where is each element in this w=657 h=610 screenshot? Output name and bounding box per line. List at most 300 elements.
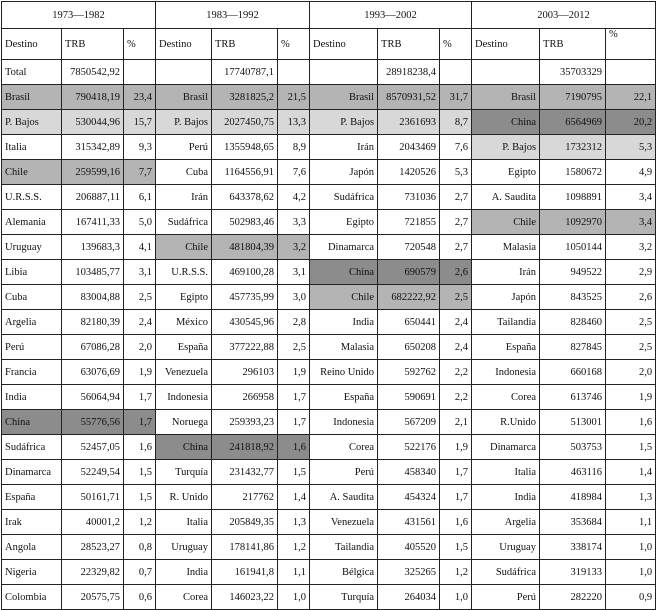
destination-cell: Tailandia bbox=[310, 535, 378, 560]
pct-cell: 2,7 bbox=[440, 235, 472, 260]
pct-cell: 3,1 bbox=[124, 260, 156, 285]
destination-cell: Japón bbox=[472, 285, 540, 310]
pct-cell: 1,5 bbox=[440, 535, 472, 560]
destination-cell: Uruguay bbox=[472, 535, 540, 560]
destination-cell: Argelia bbox=[472, 510, 540, 535]
trb-cell: 530044,96 bbox=[62, 110, 124, 135]
trb-cell: 458340 bbox=[378, 460, 440, 485]
pct-cell: 5,0 bbox=[124, 210, 156, 235]
trb-cell: 592762 bbox=[378, 360, 440, 385]
table-row bbox=[2, 185, 656, 210]
trb-cell: 2027450,75 bbox=[212, 110, 278, 135]
destination-cell: Irán bbox=[472, 260, 540, 285]
destination-cell: España bbox=[2, 485, 62, 510]
pct-cell: 3,2 bbox=[606, 235, 656, 260]
destination-cell: P. Bajos bbox=[156, 110, 212, 135]
pct-cell: 23,4 bbox=[124, 85, 156, 110]
col-trb: TRB bbox=[540, 29, 606, 60]
destination-cell: Perú bbox=[156, 135, 212, 160]
destination-cell: Brasil bbox=[310, 85, 378, 110]
col-trb: TRB bbox=[378, 29, 440, 60]
trb-cell: 2043469 bbox=[378, 135, 440, 160]
destination-cell: Italia bbox=[472, 460, 540, 485]
pct-cell: 2,2 bbox=[440, 360, 472, 385]
destination-cell: España bbox=[156, 335, 212, 360]
trb-cell: 178141,86 bbox=[212, 535, 278, 560]
trb-cell: 731036 bbox=[378, 185, 440, 210]
trb-cell: 682222,92 bbox=[378, 285, 440, 310]
pct-cell: 1,2 bbox=[278, 535, 310, 560]
destination-cell: A. Saudita bbox=[472, 185, 540, 210]
destination-cell: Irán bbox=[310, 135, 378, 160]
pct-cell: 4,1 bbox=[124, 235, 156, 260]
destination-cell: China bbox=[472, 110, 540, 135]
pct-cell: 1,5 bbox=[124, 485, 156, 510]
trb-cell: 469100,28 bbox=[212, 260, 278, 285]
col-pct: % bbox=[606, 29, 656, 60]
pct-cell: 7,6 bbox=[440, 135, 472, 160]
destination-cell: Irán bbox=[156, 185, 212, 210]
destination-cell: Turquía bbox=[156, 460, 212, 485]
destination-cell: Sudáfrica bbox=[472, 560, 540, 585]
period-1973-1982: 1973—1982 bbox=[2, 2, 156, 29]
destination-cell: Sudáfrica bbox=[2, 435, 62, 460]
trb-cell: 1355948,65 bbox=[212, 135, 278, 160]
trb-cell: 259599,16 bbox=[62, 160, 124, 185]
col-destino: Destino bbox=[472, 29, 540, 60]
trb-cell: 643378,62 bbox=[212, 185, 278, 210]
col-destino: Destino bbox=[2, 29, 62, 60]
table-row bbox=[2, 135, 656, 160]
trb-cell: 52457,05 bbox=[62, 435, 124, 460]
table-row bbox=[2, 210, 656, 235]
total-label: Total bbox=[2, 60, 62, 85]
destination-cell: Colombia bbox=[2, 585, 62, 610]
destination-cell: Turquía bbox=[310, 585, 378, 610]
table-row bbox=[2, 310, 656, 335]
trb-cell: 522176 bbox=[378, 435, 440, 460]
trb-cell: 40001,2 bbox=[62, 510, 124, 535]
trb-cell: 161941,8 bbox=[212, 560, 278, 585]
trb-cell: 481804,39 bbox=[212, 235, 278, 260]
destination-cell: Dinamarca bbox=[2, 460, 62, 485]
trb-cell: 28523,27 bbox=[62, 535, 124, 560]
destination-cell: India bbox=[2, 385, 62, 410]
table-row bbox=[2, 410, 656, 435]
trb-cell: 22329,82 bbox=[62, 560, 124, 585]
total-row bbox=[2, 60, 656, 85]
pct-cell: 1,6 bbox=[606, 410, 656, 435]
destination-cell: España bbox=[472, 335, 540, 360]
trb-cell: 8570931,52 bbox=[378, 85, 440, 110]
trb-cell: 103485,77 bbox=[62, 260, 124, 285]
pct-cell: 2,7 bbox=[440, 210, 472, 235]
destination-cell: Brasil bbox=[156, 85, 212, 110]
trb-cell: 83004,88 bbox=[62, 285, 124, 310]
trb-cell: 567209 bbox=[378, 410, 440, 435]
pct-cell: 1,7 bbox=[278, 410, 310, 435]
pct-cell: 3,0 bbox=[278, 285, 310, 310]
pct-cell: 1,2 bbox=[440, 560, 472, 585]
pct-cell: 2,8 bbox=[278, 310, 310, 335]
pct-cell: 1,9 bbox=[278, 360, 310, 385]
pct-cell: 1,1 bbox=[606, 510, 656, 535]
pct-cell: 1,7 bbox=[124, 410, 156, 435]
destination-cell: Brasil bbox=[472, 85, 540, 110]
pct-cell: 1,2 bbox=[124, 510, 156, 535]
trb-cell: 325265 bbox=[378, 560, 440, 585]
trb-cell: 139683,3 bbox=[62, 235, 124, 260]
col-destino: Destino bbox=[310, 29, 378, 60]
table-row bbox=[2, 560, 656, 585]
pct-cell: 21,5 bbox=[278, 85, 310, 110]
col-pct: % bbox=[440, 29, 472, 60]
destination-cell: Sudáfrica bbox=[310, 185, 378, 210]
pct-cell: 7,6 bbox=[278, 160, 310, 185]
trb-cell: 63076,69 bbox=[62, 360, 124, 385]
table-row bbox=[2, 235, 656, 260]
trb-cell: 827845 bbox=[540, 335, 606, 360]
table-row bbox=[2, 160, 656, 185]
trb-cell: 1732312 bbox=[540, 135, 606, 160]
destination-cell: Argelia bbox=[2, 310, 62, 335]
destination-cell: India bbox=[156, 560, 212, 585]
trb-cell: 146023,22 bbox=[212, 585, 278, 610]
destination-cell: Italia bbox=[156, 510, 212, 535]
trb-cell: 843525 bbox=[540, 285, 606, 310]
destination-cell: Angola bbox=[2, 535, 62, 560]
trb-cell: 296103 bbox=[212, 360, 278, 385]
trb-cell: 1050144 bbox=[540, 235, 606, 260]
pct-cell: 1,6 bbox=[124, 435, 156, 460]
table-row bbox=[2, 360, 656, 385]
destination-cell: Nigeria bbox=[2, 560, 62, 585]
trb-cell: 282220 bbox=[540, 585, 606, 610]
pct-cell: 2,5 bbox=[606, 310, 656, 335]
destination-cell: Perú bbox=[2, 335, 62, 360]
pct-cell: 1,5 bbox=[606, 435, 656, 460]
pct-cell: 20,2 bbox=[606, 110, 656, 135]
pct-cell: 5,3 bbox=[440, 160, 472, 185]
pct-cell: 7,7 bbox=[124, 160, 156, 185]
trb-cell: 590691 bbox=[378, 385, 440, 410]
pct-cell: 1,9 bbox=[124, 360, 156, 385]
trb-cell: 319133 bbox=[540, 560, 606, 585]
trb-cell: 3281825,2 bbox=[212, 85, 278, 110]
trb-cell: 690579 bbox=[378, 260, 440, 285]
pct-cell: 6,1 bbox=[124, 185, 156, 210]
destination-cell: Venezuela bbox=[156, 360, 212, 385]
pct-cell: 2,6 bbox=[606, 285, 656, 310]
trb-cell: 1164556,91 bbox=[212, 160, 278, 185]
destination-cell: Malasia bbox=[472, 235, 540, 260]
trb-cell: 6564969 bbox=[540, 110, 606, 135]
pct-cell: 2,4 bbox=[440, 335, 472, 360]
pct-cell: 8,9 bbox=[278, 135, 310, 160]
trb-cell: 55776,56 bbox=[62, 410, 124, 435]
destination-cell: China bbox=[310, 260, 378, 285]
trb-cell: 56064,94 bbox=[62, 385, 124, 410]
col-pct: % bbox=[124, 29, 156, 60]
trb-cell: 67086,28 bbox=[62, 335, 124, 360]
total-label bbox=[310, 60, 378, 85]
col-trb: TRB bbox=[62, 29, 124, 60]
destination-cell: Egipto bbox=[156, 285, 212, 310]
destination-cell: U.R.S.S. bbox=[156, 260, 212, 285]
trb-cell: 20575,75 bbox=[62, 585, 124, 610]
trb-cell: 502983,46 bbox=[212, 210, 278, 235]
pct-cell: 1,1 bbox=[278, 560, 310, 585]
table-row bbox=[2, 510, 656, 535]
trb-cell: 454324 bbox=[378, 485, 440, 510]
pct-cell: 1,9 bbox=[606, 385, 656, 410]
trb-cell: 650441 bbox=[378, 310, 440, 335]
destination-cell: Malasia bbox=[310, 335, 378, 360]
trb-cell: 1420526 bbox=[378, 160, 440, 185]
destination-cell: Alemania bbox=[2, 210, 62, 235]
trb-cell: 52249,54 bbox=[62, 460, 124, 485]
destination-cell: Dinamarca bbox=[310, 235, 378, 260]
trb-cell: 241818,92 bbox=[212, 435, 278, 460]
table-row bbox=[2, 335, 656, 360]
destination-cell: Uruguay bbox=[156, 535, 212, 560]
destination-cell: Japón bbox=[310, 160, 378, 185]
trb-cell: 217762 bbox=[212, 485, 278, 510]
trb-cell: 1098891 bbox=[540, 185, 606, 210]
col-destino: Destino bbox=[156, 29, 212, 60]
trb-cell: 315342,89 bbox=[62, 135, 124, 160]
destination-cell: Indonesia bbox=[156, 385, 212, 410]
trb-cell: 1092970 bbox=[540, 210, 606, 235]
trb-cell: 2361693 bbox=[378, 110, 440, 135]
total-pct bbox=[124, 60, 156, 85]
pct-cell: 2,5 bbox=[440, 285, 472, 310]
destination-cell: Indonesia bbox=[472, 360, 540, 385]
destination-cell: India bbox=[472, 485, 540, 510]
destination-cell: Brasil bbox=[2, 85, 62, 110]
destination-cell: Chile bbox=[310, 285, 378, 310]
trb-cell: 266958 bbox=[212, 385, 278, 410]
destination-cell: Irak bbox=[2, 510, 62, 535]
trb-cell: 457735,99 bbox=[212, 285, 278, 310]
trb-cell: 721855 bbox=[378, 210, 440, 235]
pct-cell: 3,1 bbox=[278, 260, 310, 285]
destination-cell: A. Saudita bbox=[310, 485, 378, 510]
trb-cell: 720548 bbox=[378, 235, 440, 260]
destination-cell: Noruega bbox=[156, 410, 212, 435]
pct-cell: 1,6 bbox=[440, 510, 472, 535]
period-header-row bbox=[2, 2, 656, 29]
period-1983-1992: 1983—1992 bbox=[156, 2, 310, 29]
pct-cell: 1,3 bbox=[278, 510, 310, 535]
pct-cell: 2,2 bbox=[440, 385, 472, 410]
destination-cell: Cuba bbox=[2, 285, 62, 310]
pct-cell: 9,3 bbox=[124, 135, 156, 160]
pct-cell: 4,9 bbox=[606, 160, 656, 185]
destination-cell: Reino Unido bbox=[310, 360, 378, 385]
destination-cell: Italia bbox=[2, 135, 62, 160]
destination-cell: Chile bbox=[472, 210, 540, 235]
pct-cell: 15,7 bbox=[124, 110, 156, 135]
destination-cell: Indonesia bbox=[310, 410, 378, 435]
destination-cell: Corea bbox=[472, 385, 540, 410]
trb-cell: 231432,77 bbox=[212, 460, 278, 485]
table-row bbox=[2, 485, 656, 510]
table-row bbox=[2, 460, 656, 485]
destination-cell: España bbox=[310, 385, 378, 410]
table-row bbox=[2, 260, 656, 285]
trb-cell: 259393,23 bbox=[212, 410, 278, 435]
pct-cell: 1,7 bbox=[278, 385, 310, 410]
pct-cell: 0,7 bbox=[124, 560, 156, 585]
col-trb: TRB bbox=[212, 29, 278, 60]
destination-cell: R.Unido bbox=[472, 410, 540, 435]
trb-cell: 828460 bbox=[540, 310, 606, 335]
destination-cell: Uruguay bbox=[2, 235, 62, 260]
table-row bbox=[2, 535, 656, 560]
trb-cell: 7190795 bbox=[540, 85, 606, 110]
destination-cell: Cuba bbox=[156, 160, 212, 185]
pct-cell: 0,9 bbox=[606, 585, 656, 610]
pct-cell: 3,2 bbox=[278, 235, 310, 260]
pct-cell: 1,9 bbox=[440, 435, 472, 460]
total-label bbox=[472, 60, 540, 85]
destination-cell: Venezuela bbox=[310, 510, 378, 535]
pct-cell: 31,7 bbox=[440, 85, 472, 110]
pct-cell: 1,5 bbox=[278, 460, 310, 485]
table-row bbox=[2, 435, 656, 460]
table-row bbox=[2, 385, 656, 410]
pct-cell: 2,5 bbox=[606, 335, 656, 360]
trb-cell: 430545,96 bbox=[212, 310, 278, 335]
total-value: 17740787,1 bbox=[212, 60, 278, 85]
pct-cell: 1,4 bbox=[278, 485, 310, 510]
pct-cell: 3,4 bbox=[606, 185, 656, 210]
pct-cell: 1,7 bbox=[124, 385, 156, 410]
trb-cell: 82180,39 bbox=[62, 310, 124, 335]
pct-cell: 1,7 bbox=[440, 485, 472, 510]
destination-cell: México bbox=[156, 310, 212, 335]
pct-cell: 2,9 bbox=[606, 260, 656, 285]
destination-cell: Chile bbox=[156, 235, 212, 260]
destination-cell: Perú bbox=[472, 585, 540, 610]
trb-cell: 418984 bbox=[540, 485, 606, 510]
destination-cell: Francia bbox=[2, 360, 62, 385]
destination-cell: P. Bajos bbox=[310, 110, 378, 135]
pct-cell: 2,1 bbox=[440, 410, 472, 435]
destination-cell: Dinamarca bbox=[472, 435, 540, 460]
trb-cell: 650208 bbox=[378, 335, 440, 360]
total-pct bbox=[440, 60, 472, 85]
destination-cell: U.R.S.S. bbox=[2, 185, 62, 210]
destination-cell: China bbox=[2, 410, 62, 435]
trb-cell: 1580672 bbox=[540, 160, 606, 185]
total-pct bbox=[278, 60, 310, 85]
pct-cell: 5,3 bbox=[606, 135, 656, 160]
pct-cell: 8,7 bbox=[440, 110, 472, 135]
destination-cell: Egipto bbox=[472, 160, 540, 185]
destination-cell: Corea bbox=[156, 585, 212, 610]
destination-cell: Corea bbox=[310, 435, 378, 460]
pct-cell: 2,5 bbox=[124, 285, 156, 310]
trb-cell: 338174 bbox=[540, 535, 606, 560]
pct-cell: 2,7 bbox=[440, 185, 472, 210]
destination-cell: Libia bbox=[2, 260, 62, 285]
trb-cell: 264034 bbox=[378, 585, 440, 610]
table-row bbox=[2, 110, 656, 135]
trb-cell: 205849,35 bbox=[212, 510, 278, 535]
pct-cell: 1,6 bbox=[278, 435, 310, 460]
period-2003-2012: 2003—2012 bbox=[472, 2, 656, 29]
pct-cell: 1,0 bbox=[606, 535, 656, 560]
destination-cell: Chile bbox=[2, 160, 62, 185]
trb-cell: 50161,71 bbox=[62, 485, 124, 510]
total-value: 7850542,92 bbox=[62, 60, 124, 85]
col-pct: % bbox=[278, 29, 310, 60]
pct-cell: 13,3 bbox=[278, 110, 310, 135]
pct-cell: 3,3 bbox=[278, 210, 310, 235]
trb-cell: 463116 bbox=[540, 460, 606, 485]
destination-cell: P. Bajos bbox=[472, 135, 540, 160]
destination-cell: Egipto bbox=[310, 210, 378, 235]
total-label bbox=[156, 60, 212, 85]
trb-cell: 513001 bbox=[540, 410, 606, 435]
pct-cell: 2,0 bbox=[606, 360, 656, 385]
pct-cell: 1,4 bbox=[606, 460, 656, 485]
destination-cell: Tailandia bbox=[472, 310, 540, 335]
trb-cell: 167411,33 bbox=[62, 210, 124, 235]
total-pct bbox=[606, 60, 656, 85]
pct-cell: 1,5 bbox=[124, 460, 156, 485]
pct-cell: 0,6 bbox=[124, 585, 156, 610]
destination-cell: Sudáfrica bbox=[156, 210, 212, 235]
pct-cell: 4,2 bbox=[278, 185, 310, 210]
period-1993-2002: 1993—2002 bbox=[310, 2, 472, 29]
destination-cell: P. Bajos bbox=[2, 110, 62, 135]
pct-cell: 1,0 bbox=[440, 585, 472, 610]
pct-cell: 0,8 bbox=[124, 535, 156, 560]
trb-cell: 503753 bbox=[540, 435, 606, 460]
destination-cell: China bbox=[156, 435, 212, 460]
pct-cell: 1,3 bbox=[606, 485, 656, 510]
total-value: 35703329 bbox=[540, 60, 606, 85]
pct-cell: 2,4 bbox=[124, 310, 156, 335]
trb-cell: 377222,88 bbox=[212, 335, 278, 360]
trb-cell: 790418,19 bbox=[62, 85, 124, 110]
pct-cell: 2,5 bbox=[278, 335, 310, 360]
pct-cell: 2,4 bbox=[440, 310, 472, 335]
trade-destinations-table bbox=[1, 1, 656, 610]
destination-cell: R. Unido bbox=[156, 485, 212, 510]
table-row bbox=[2, 585, 656, 610]
pct-cell: 1,0 bbox=[278, 585, 310, 610]
pct-cell: 1,7 bbox=[440, 460, 472, 485]
trb-cell: 613746 bbox=[540, 385, 606, 410]
pct-cell: 1,0 bbox=[606, 560, 656, 585]
pct-cell: 22,1 bbox=[606, 85, 656, 110]
trb-cell: 405520 bbox=[378, 535, 440, 560]
destination-cell: India bbox=[310, 310, 378, 335]
destination-cell: Bélgica bbox=[310, 560, 378, 585]
trb-cell: 431561 bbox=[378, 510, 440, 535]
pct-cell: 2,6 bbox=[440, 260, 472, 285]
trb-cell: 353684 bbox=[540, 510, 606, 535]
pct-cell: 2,0 bbox=[124, 335, 156, 360]
trb-cell: 206887,11 bbox=[62, 185, 124, 210]
table-row bbox=[2, 285, 656, 310]
total-value: 28918238,4 bbox=[378, 60, 440, 85]
table-row bbox=[2, 85, 656, 110]
